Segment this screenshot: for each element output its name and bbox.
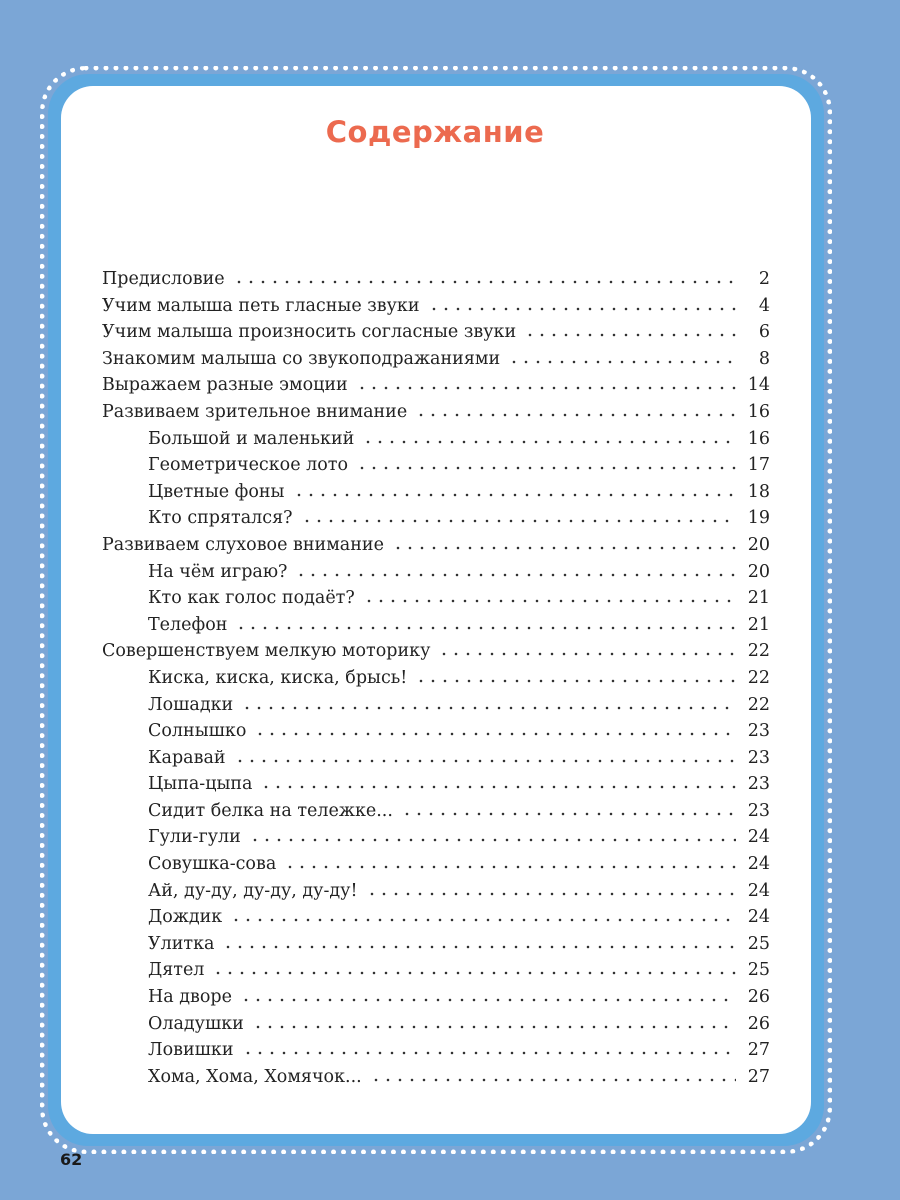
page-number: 62 (60, 1150, 83, 1169)
toc-subentry (102, 665, 770, 692)
toc-page-number: 19 (747, 508, 770, 529)
dot-leader (362, 440, 735, 444)
dot-leader (370, 1078, 736, 1082)
toc-entry-title: Каравай (148, 747, 226, 768)
dot-leader (249, 838, 736, 842)
toc-entry-title: Ай, ду-ду, ду-ду, ду-ду! (148, 880, 358, 901)
dot-leader (242, 1051, 736, 1055)
dot-leader (234, 759, 736, 763)
dot-leader (524, 333, 736, 337)
toc-entry-title: Цветные фоны (148, 481, 285, 502)
dot-leader (240, 998, 736, 1002)
dot-leader (438, 652, 735, 656)
toc-page-number: 4 (758, 295, 770, 316)
dot-leader (428, 307, 736, 311)
dot-leader (363, 599, 736, 603)
toc-page-number: 6 (758, 322, 770, 343)
toc-page-number: 16 (747, 428, 770, 449)
toc-entry (102, 399, 770, 426)
toc-entry-title: Предисловие (102, 269, 225, 289)
toc-entry-title: Лошадки (148, 694, 234, 715)
dot-leader (295, 573, 735, 577)
toc-entry-title: Большой и маленький (148, 428, 355, 449)
toc-subentry (102, 479, 770, 506)
toc-entry-title: Совершенствуем мелкую моторику (102, 641, 431, 662)
toc-page-number: 24 (747, 854, 770, 875)
toc-subentry (102, 426, 770, 453)
toc-page-number: 27 (747, 1066, 770, 1087)
toc-page-number: 24 (747, 827, 770, 848)
toc-entry-title: Улитка (148, 933, 215, 954)
toc-entry-title: Совушка-сова (148, 854, 277, 875)
toc-page-number: 21 (747, 588, 770, 609)
toc-subentry (102, 904, 770, 931)
toc-subentry (102, 452, 770, 479)
dot-leader (222, 945, 735, 949)
dot-leader (230, 918, 735, 922)
toc-entry-title: Хома, Хома, Хомячок... (148, 1066, 362, 1087)
dot-leader (233, 280, 736, 284)
toc-page-number: 2 (758, 269, 770, 289)
toc-entry-title: Цыпа-цыпа (148, 774, 253, 795)
page-title: Содержание (325, 115, 545, 149)
toc-entry-title: На дворе (148, 987, 232, 1008)
dot-leader (301, 519, 736, 523)
dot-leader (235, 626, 735, 630)
dot-leader (415, 413, 736, 417)
dot-leader (356, 386, 736, 390)
toc-page-number: 24 (747, 880, 770, 901)
dot-leader (212, 971, 735, 975)
toc-entry-title: Учим малыша петь гласные звуки (102, 295, 420, 316)
dot-leader (415, 679, 735, 683)
toc-page-number: 8 (758, 348, 770, 369)
toc-subentry (102, 878, 770, 905)
toc-page-number: 18 (747, 481, 770, 502)
toc-page-number: 21 (747, 614, 770, 635)
dot-leader (241, 706, 736, 710)
dot-leader (366, 892, 736, 896)
toc-subentry (102, 771, 770, 798)
toc-entry (102, 638, 770, 665)
toc-entry-title: Кто спрятался? (148, 508, 293, 529)
toc-entry-title: Учим малыша произносить согласные звуки (102, 322, 517, 343)
toc-entry (102, 346, 770, 373)
toc-page-number: 23 (747, 721, 770, 742)
toc-subentry (102, 798, 770, 825)
toc-entry (102, 319, 770, 346)
toc-entry-title: Телефон (148, 614, 228, 635)
toc-subentry (102, 931, 770, 958)
toc-entry-title: Дождик (148, 907, 223, 928)
toc-page-number: 23 (747, 800, 770, 821)
dot-leader (508, 360, 736, 364)
toc-subentry (102, 559, 770, 586)
dot-leader (293, 493, 736, 497)
toc-subentry (102, 585, 770, 612)
toc-entry-title: Кто как голос подаёт? (148, 588, 355, 609)
toc-page-number: 23 (747, 774, 770, 795)
dot-leader (260, 785, 735, 789)
toc-subentry (102, 718, 770, 745)
toc-subentry (102, 505, 770, 532)
toc-subentry (102, 824, 770, 851)
toc-page-number: 25 (747, 960, 770, 981)
toc-entry-title: На чём играю? (148, 561, 288, 582)
dot-leader (254, 732, 735, 736)
dot-leader (392, 546, 736, 550)
toc-subentry (102, 1064, 770, 1091)
toc-entry-title: Киска, киска, киска, брысь! (148, 667, 408, 688)
dot-leader (356, 466, 736, 470)
toc-entry-title: Гули-гули (148, 827, 241, 848)
toc-entry (102, 532, 770, 559)
toc-subentry (102, 1011, 770, 1038)
toc-entry-title: Сидит белка на тележке... (148, 800, 393, 821)
toc-page-number: 22 (747, 667, 770, 688)
toc-entry-title: Солнышко (148, 721, 247, 742)
table-of-contents (102, 266, 770, 1090)
toc-page-number: 24 (747, 907, 770, 928)
toc-entry (102, 293, 770, 320)
toc-entry-title: Ловишки (148, 1040, 234, 1061)
toc-page-number: 17 (747, 455, 770, 476)
toc-subentry (102, 984, 770, 1011)
toc-page-number: 23 (747, 747, 770, 768)
toc-entry-title: Выражаем разные эмоции (102, 375, 348, 396)
toc-entry (102, 372, 770, 399)
toc-entry-title: Дятел (148, 960, 205, 981)
toc-page-number: 20 (747, 561, 770, 582)
toc-subentry (102, 957, 770, 984)
toc-page-number: 26 (747, 1013, 770, 1034)
dot-leader (252, 1025, 736, 1029)
toc-page-number: 22 (747, 641, 770, 662)
dot-leader (284, 865, 735, 869)
toc-page-number: 27 (747, 1040, 770, 1061)
toc-page-number: 20 (747, 534, 770, 555)
toc-page-number: 14 (747, 375, 770, 396)
toc-subentry (102, 851, 770, 878)
toc-page-number: 26 (747, 987, 770, 1008)
toc-page-number: 25 (747, 933, 770, 954)
toc-entry (102, 266, 770, 293)
toc-entry-title: Развиваем зрительное внимание (102, 401, 408, 422)
toc-subentry (102, 692, 770, 719)
toc-page-number: 22 (747, 694, 770, 715)
toc-entry-title: Знакомим малыша со звукоподражаниями (102, 348, 501, 369)
dot-leader (401, 812, 736, 816)
toc-entry-title: Оладушки (148, 1013, 244, 1034)
toc-entry-title: Развиваем слуховое внимание (102, 534, 384, 555)
toc-subentry (102, 1037, 770, 1064)
toc-subentry (102, 612, 770, 639)
toc-entry-title: Геометрическое лото (148, 455, 348, 476)
toc-subentry (102, 745, 770, 772)
toc-page-number: 16 (747, 401, 770, 422)
